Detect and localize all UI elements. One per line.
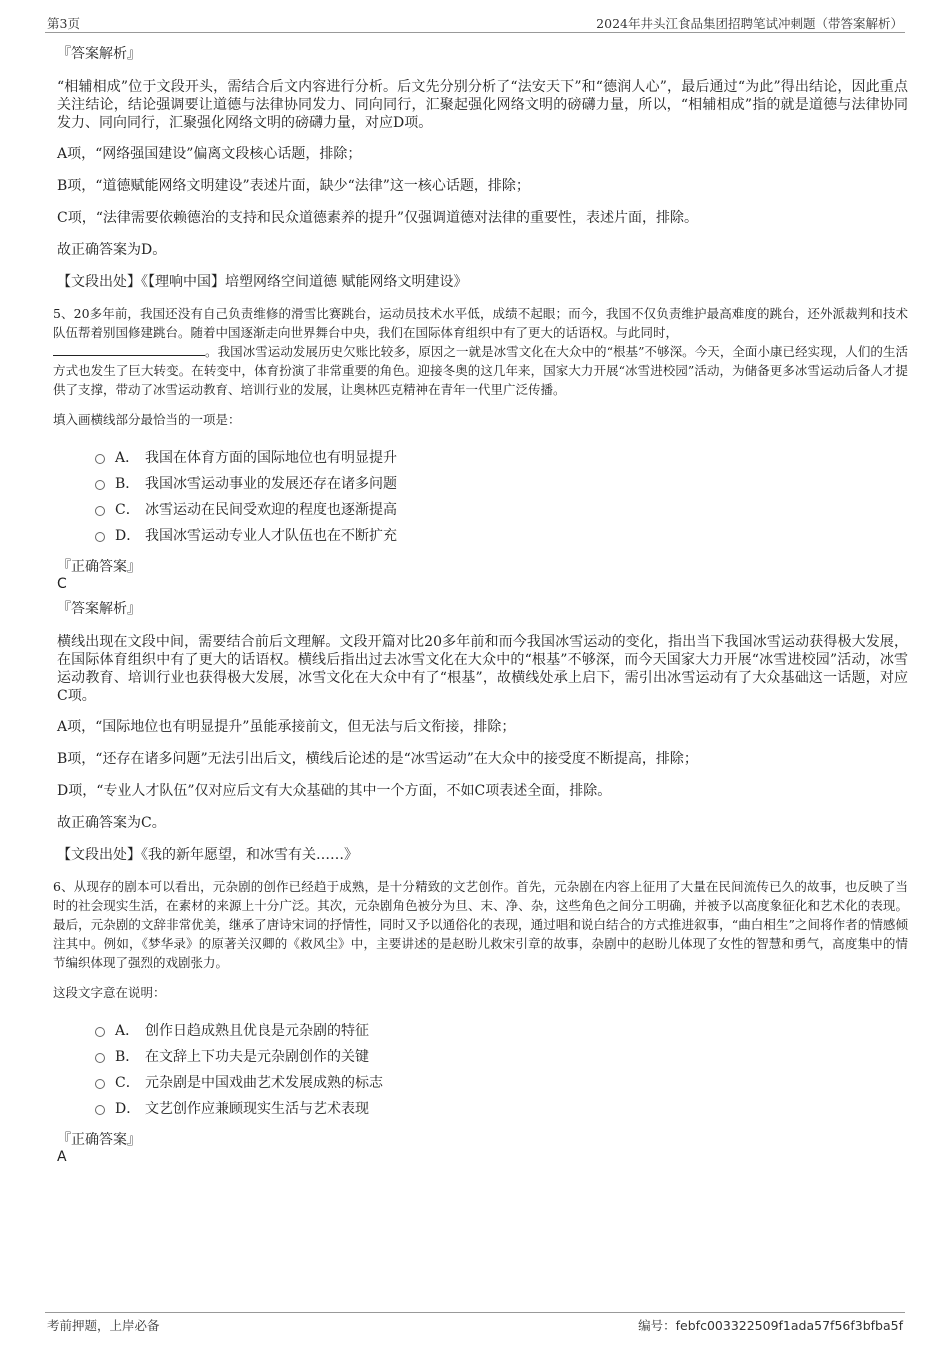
q4-conclusion: 故正确答案为D。	[57, 242, 167, 258]
q5-analysis: 横线出现在文段中间，需要结合前后文理解。文段开篇对比20多年前和而今我国冰雪运动的变化，指出当下我国冰雪运动获得极大发展，在国际体育组织中有了更大的话语权。横线后指出过去冰雪文化在大众中的“根基”不够深，而今天国家大力开展“冰雪进校园”活动，冰雪运动教育、培训行业也获得极大发展，冰雪文化在大众中有了“根基”，故横线处承上启下，需引出冰雪运动有了大众基础这一话题，对应C项。	[57, 634, 908, 704]
q4-option-b-note: B项，“道德赋能网络文明建设”表述片面，缺少“法律”这一核心话题，排除；	[57, 178, 530, 194]
q5-option-b-note: B项，“还存在诸多问题”无法引出后文，横线后论述的是“冰雪运动”在大众中的接受度不断提高，排除；	[57, 751, 698, 767]
radio-icon[interactable]	[95, 1053, 105, 1063]
q5-stem	[53, 304, 908, 399]
q5-answer: C	[57, 576, 67, 592]
q5-option-a-note: A项，“国际地位也有明显提升”虽能承接前文，但无法与后文衔接，排除；	[57, 719, 516, 735]
q5-stem-part2: 。我国冰雪运动发展历史欠账比较多，原因之一就是冰雪文化在大众中的“根基”不够深。今天，全面小康已经实现，人们的生活方式也发生了巨大转变。在转变中，体育扮演了非常重要的角色。迎接冬奥的这几年来，国家大力开展“冰雪进校园”活动，为储备更多冰雪运动后备人才提供了支撑，带动了冰雪运动教育、培训行业的发展，让奥林匹克精神在青年一代里广泛传播。	[53, 344, 908, 397]
radio-icon[interactable]	[95, 1079, 105, 1089]
q5-source: 【文段出处】《我的新年愿望，和冰雪有关……》	[57, 847, 358, 863]
q5-option-d[interactable]: D． 我国冰雪运动专业人才队伍也在不断扩充	[95, 523, 908, 549]
q5-conclusion: 故正确答案为C。	[57, 815, 166, 831]
q5-option-b[interactable]: B． 我国冰雪运动事业的发展还存在诸多问题	[95, 471, 908, 497]
fill-blank	[53, 343, 205, 356]
q4-source: 【文段出处】《【理响中国】培塑网络空间道德 赋能网络文明建设》	[57, 274, 468, 290]
q6-option-d[interactable]: D． 文艺创作应兼顾现实生活与艺术表现	[95, 1096, 908, 1122]
page-number: 第3页	[47, 16, 80, 31]
page-footer	[45, 1312, 905, 1333]
q6-option-b[interactable]: B． 在文辞上下功夫是元杂剧创作的关键	[95, 1044, 908, 1070]
q6-option-a[interactable]: A． 创作日趋成熟且优良是元杂剧的特征	[95, 1018, 908, 1044]
q4-analysis-label: 『答案解析』	[57, 46, 141, 62]
q4-option-a-note: A项，“网络强国建设”偏离文段核心话题，排除；	[57, 146, 362, 162]
q6-options	[95, 1018, 908, 1122]
q6-answer-label: 『正确答案』	[57, 1132, 141, 1148]
q6-stem: 6、从现存的剧本可以看出，元杂剧的创作已经趋于成熟，是十分精致的文艺创作。首先，元杂剧在内容上征用了大量在民间流传已久的故事，也反映了当时的社会现实生活，在素材的来源上十分广泛。其次，元杂剧角色被分为旦、末、净、杂，这些角色之间分工明确，并被予以高度象征化和艺术化的表现。最后，元杂剧的文辞非常优美，继承了唐诗宋词的抒情性，同时又予以通俗化的表现，通过唱和说白结合的方式推进叙事，“曲白相生”之间将作者的情感倾注其中。例如，《梦华录》的原著关汉卿的《救风尘》中，主要讲述的是赵盼儿救宋引章的故事，杂剧中的赵盼儿体现了女性的智慧和勇气，高度集中的情节编织体现了强烈的戏剧张力。	[53, 879, 908, 970]
q5-answer-label: 『正确答案』	[57, 559, 141, 575]
document-title: 2024年井头江食品集团招聘笔试冲刺题（带答案解析）	[596, 16, 903, 31]
q6-option-c[interactable]: C． 元杂剧是中国戏曲艺术发展成熟的标志	[95, 1070, 908, 1096]
radio-icon[interactable]	[95, 506, 105, 516]
footer-code-label: 编号：	[638, 1318, 676, 1333]
page-content	[53, 44, 908, 1172]
q5-analysis-label: 『答案解析』	[57, 601, 141, 617]
footer-code	[638, 1316, 903, 1334]
q5-options	[95, 445, 908, 549]
q4-analysis: “相辅相成”位于文段开头，需结合后文内容进行分析。后文先分别分析了“法安天下”和“德润人心”，最后通过“为此”得出结论，因此重点关注结论，结论强调要让道德与法律协同发力、同向同行，汇聚起强化网络文明的磅礴力量，所以，“相辅相成”指的就是道德与法律协同发力、同向同行，汇聚强化网络文明的磅礴力量，对应D项。	[57, 79, 908, 131]
radio-icon[interactable]	[95, 1105, 105, 1115]
q6-prompt: 这段文字意在说明：	[53, 985, 166, 1000]
page-header	[45, 12, 905, 33]
radio-icon[interactable]	[95, 454, 105, 464]
q5-prompt: 填入画横线部分最恰当的一项是：	[53, 412, 241, 427]
q6-answer: A	[57, 1149, 67, 1165]
footer-code-value: febfc003322509f1ada57f56f3bfba5f	[675, 1318, 903, 1333]
q4-option-c-note: C项，“法律需要依赖德治的支持和民众道德素养的提升”仅强调道德对法律的重要性，表述片面，排除。	[57, 210, 699, 226]
q5-stem-part1: 5、20多年前，我国还没有自己负责维修的滑雪比赛跳台，运动员技术水平低，成绩不起眼；而今，我国不仅负责维护最高难度的跳台，还外派裁判和技术队伍帮着别国修建跳台。随着中国逐渐走向世界舞台中央，我们在国际体育组织中有了更大的话语权。与此同时，	[53, 306, 908, 340]
radio-icon[interactable]	[95, 480, 105, 490]
radio-icon[interactable]	[95, 1027, 105, 1037]
radio-icon[interactable]	[95, 532, 105, 542]
q5-option-c[interactable]: C． 冰雪运动在民间受欢迎的程度也逐渐提高	[95, 497, 908, 523]
footer-slogan: 考前押题，上岸必备	[47, 1318, 160, 1333]
q5-option-d-note: D项，“专业人才队伍”仅对应后文有大众基础的其中一个方面，不如C项表述全面，排除。	[57, 783, 612, 799]
q5-option-a[interactable]: A． 我国在体育方面的国际地位也有明显提升	[95, 445, 908, 471]
